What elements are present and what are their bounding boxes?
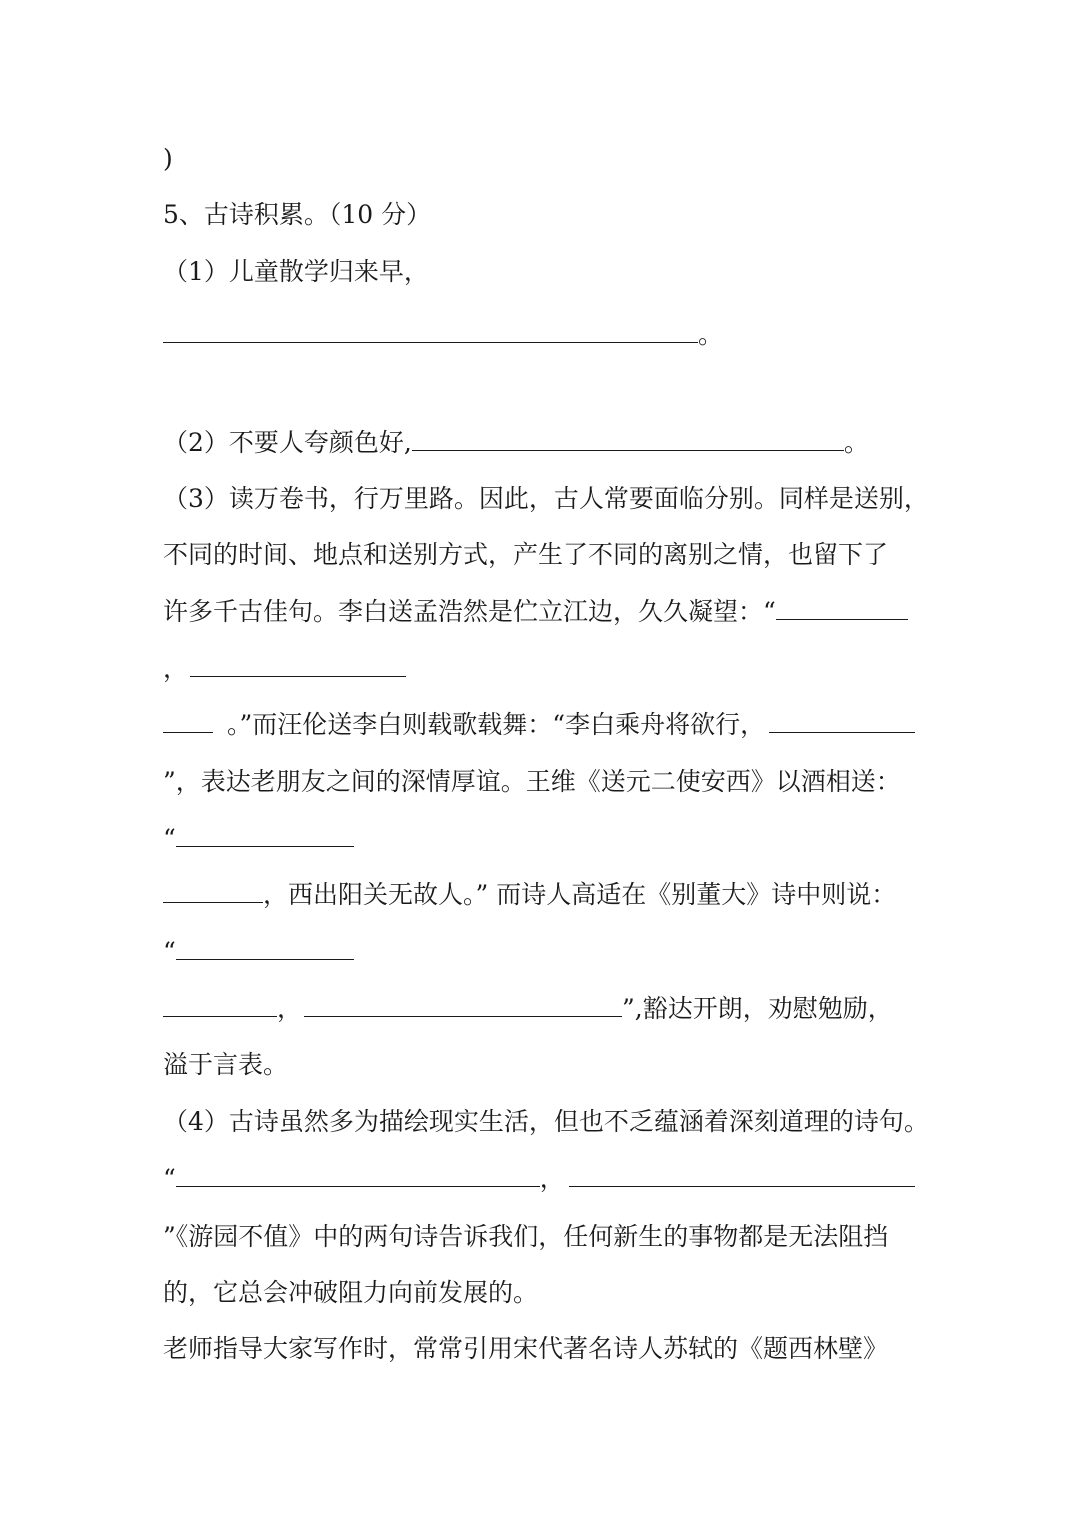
question-5-4-line-2: “ ， — [163, 1162, 915, 1196]
question-5-3-line-6: ”，表达老朋友之间的深情厚谊。王维《送元二使安西》以酒相送： — [163, 767, 901, 796]
question-5-3-line-10: ， ”,豁达开朗，劝慰勉励， — [163, 992, 893, 1026]
question-5-1-prompt: （1）儿童散学归来早， — [163, 257, 429, 286]
question-5-3-line-7: “ — [163, 822, 354, 856]
question-5-3-line-5: 。”而汪伦送李白则载歌载舞：“李白乘舟将欲行， — [163, 708, 915, 742]
answer-blank[interactable] — [190, 652, 406, 677]
answer-blank[interactable] — [176, 1162, 540, 1187]
question-5-3-line-1: （3）读万卷书，行万里路。因此，古人常要面临分别。同样是送别， — [163, 484, 929, 513]
question-5-3-line-3: 许多千古佳句。李白送孟浩然是伫立江边，久久凝望：“ — [163, 595, 908, 629]
answer-blank[interactable] — [776, 595, 908, 620]
question-5-3-line-4: ， — [163, 652, 406, 686]
closing-paragraph: 老师指导大家写作时，常常引用宋代著名诗人苏轼的《题西林壁》 — [163, 1334, 889, 1363]
question-5-1-answer-line: 。 — [163, 318, 723, 352]
answer-blank[interactable] — [569, 1162, 915, 1187]
answer-blank[interactable] — [412, 426, 844, 451]
question-5-2: （2）不要人夸颜色好, 。 — [163, 428, 869, 457]
answer-blank[interactable] — [163, 878, 263, 903]
answer-blank[interactable] — [304, 992, 622, 1017]
answer-blank[interactable] — [163, 992, 277, 1017]
question-5-3-line-8: ，西出阳关无故人。” 而诗人高适在《别董大》诗中则说： — [163, 878, 896, 912]
answer-blank[interactable] — [163, 318, 698, 343]
question-5-4-line-3: ”《游园不值》中的两句诗告诉我们，任何新生的事物都是无法阻挡 — [163, 1222, 889, 1251]
question-5-3-line-9: “ — [163, 935, 354, 969]
answer-blank[interactable] — [176, 935, 354, 960]
answer-blank[interactable] — [163, 708, 213, 733]
question-5-heading: 5、古诗积累。（10 分） — [163, 200, 432, 229]
question-5-4-line-4: 的，它总会冲破阻力向前发展的。 — [163, 1278, 539, 1307]
question-5-3-line-2: 不同的时间、地点和送别方式，产生了不同的离别之情，也留下了 — [163, 540, 889, 569]
question-5-4-line-1: （4）古诗虽然多为描绘现实生活，但也不乏蕴涵着深刻道理的诗句。 — [163, 1107, 929, 1136]
answer-blank[interactable] — [769, 708, 915, 733]
answer-blank[interactable] — [176, 822, 354, 847]
question-5-3-line-11: 溢于言表。 — [163, 1050, 289, 1079]
closing-paren-line: ) — [163, 144, 173, 173]
